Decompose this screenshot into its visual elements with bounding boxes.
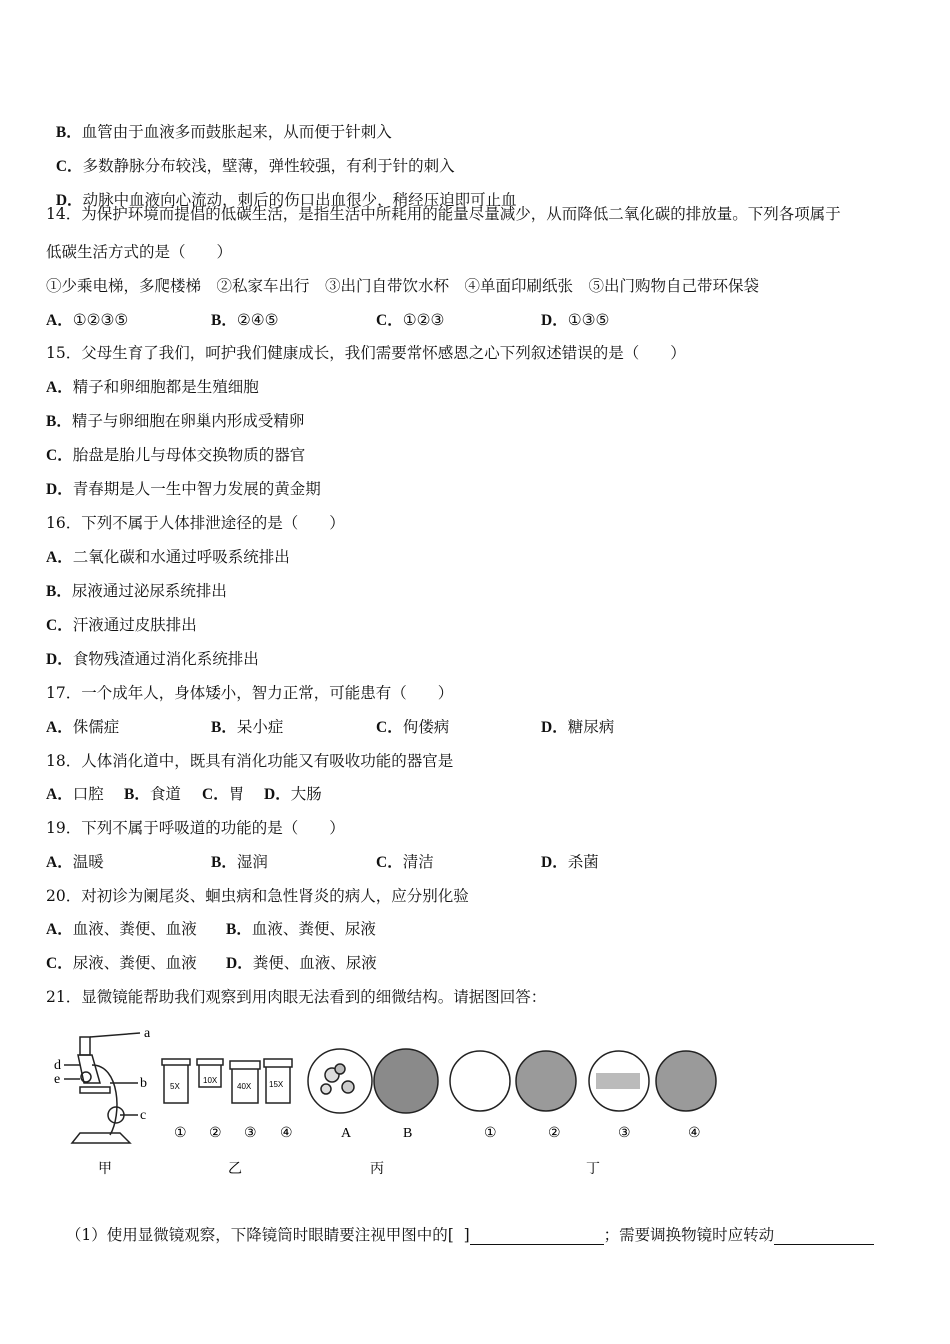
- option-label: A．: [46, 854, 73, 871]
- q19-option-d: [541, 852, 599, 873]
- lens-1-cap: [162, 1059, 190, 1065]
- q21-sub1-part2: ；需要调换物镜时应转动: [603, 1226, 775, 1244]
- lens-2-cap: [197, 1059, 223, 1065]
- option-text: 血液、粪便、血液: [72, 920, 197, 938]
- lens-mark-4: 15X: [269, 1080, 284, 1089]
- arm-shape: [92, 1065, 117, 1135]
- q21-sub1-part1: （1）使用显微镜观察，下降镜筒时眼睛要注视甲图中的[ ]: [65, 1226, 470, 1244]
- q16-option-b: [46, 581, 227, 602]
- lens-3-cap: [230, 1061, 260, 1069]
- q17-stem: 17．一个成年人，身体矮小，智力正常，可能患有（ ）: [46, 684, 454, 702]
- ding-view-2: [516, 1051, 576, 1111]
- option-label: D．: [541, 312, 568, 329]
- caption-jia: 甲: [98, 1161, 112, 1177]
- label-d: d: [54, 1058, 61, 1073]
- q19-option-c: [376, 852, 434, 873]
- option-text: ①③⑤: [567, 311, 610, 329]
- bing-label-b: B: [403, 1126, 413, 1141]
- answer-blank-1[interactable]: [470, 1228, 604, 1245]
- option-text: 侏儒症: [72, 718, 120, 736]
- option-label: C．: [46, 617, 73, 634]
- q15-option-a: [46, 377, 259, 398]
- option-label: C．: [376, 854, 403, 871]
- q15-option-b: [46, 411, 304, 432]
- leader-a: [90, 1033, 140, 1037]
- lens-mark-1: 5X: [170, 1082, 180, 1091]
- q18-stem: 18．人体消化道中，既具有消化功能又有吸收功能的器官是: [46, 752, 454, 770]
- q16-option-a: [46, 547, 290, 568]
- option-label: A．: [46, 786, 73, 803]
- q16-stem: 16．下列不属于人体排泄途径的是（ ）: [46, 514, 345, 532]
- option-text: 动脉中血液向心流动，刺后的伤口出血很少，稍经压迫即可止血: [82, 191, 517, 209]
- cell-blob: [321, 1084, 331, 1094]
- q14-option-d: [541, 310, 609, 331]
- label-c: c: [140, 1108, 147, 1123]
- option-label: B．: [46, 413, 72, 430]
- option-text: 清洁: [402, 853, 434, 871]
- q19-option-a: [46, 852, 104, 873]
- option-text: 大肠: [290, 785, 322, 803]
- option-text: 血管由于血液多而鼓胀起来，从而便于针刺入: [81, 123, 392, 141]
- q18-option-c: [202, 784, 244, 805]
- q20-options-row1: [46, 919, 906, 939]
- yi-num-2: ②: [209, 1126, 222, 1141]
- option-text: ①②③⑤: [72, 311, 129, 329]
- option-label: B．: [124, 786, 150, 803]
- option-label: D．: [55, 192, 83, 209]
- option-label: A．: [46, 921, 73, 938]
- ding-view-3-sample: [596, 1073, 640, 1089]
- q20-option-a: [46, 919, 197, 940]
- q20-option-d: [226, 953, 377, 974]
- option-label: D．: [541, 719, 568, 736]
- lens-4-cap: [264, 1059, 292, 1067]
- q19-option-b: [211, 852, 268, 873]
- option-label: B．: [211, 854, 237, 871]
- option-label: C．: [376, 719, 403, 736]
- q21-stem: 21．显微镜能帮助我们观察到用肉眼无法看到的细微结构。请据图回答：: [46, 988, 547, 1006]
- option-text: 尿液、粪便、血液: [72, 954, 197, 972]
- q18-options: [46, 784, 906, 804]
- option-label: D．: [226, 955, 253, 972]
- eyepiece-shape: [80, 1037, 90, 1055]
- option-label: D．: [541, 854, 568, 871]
- option-text: 精子和卵细胞都是生殖细胞: [72, 378, 259, 396]
- view-a-circle: [308, 1049, 372, 1113]
- q15-option-d: [46, 479, 321, 500]
- option-text: 粪便、血液、尿液: [252, 954, 377, 972]
- option-text: 胃: [228, 785, 245, 803]
- option-label: A．: [46, 549, 73, 566]
- q17-options: [46, 717, 906, 737]
- cell-blob: [342, 1081, 354, 1093]
- option-text: 多数静脉分布较浅，壁薄，弹性较强，有利于针的刺入: [82, 157, 455, 175]
- option-text: ①②③: [402, 311, 445, 329]
- q14-option-a: [46, 310, 128, 331]
- yi-num-4: ④: [280, 1126, 293, 1141]
- option-label: C．: [55, 158, 83, 175]
- option-text: 佝偻病: [402, 718, 450, 736]
- option-text: 汗液通过皮肤排出: [72, 616, 197, 634]
- lens-mark-2: 10X: [203, 1076, 218, 1085]
- label-b: b: [140, 1076, 147, 1091]
- q15-option-c: [46, 445, 305, 466]
- option-label: D．: [46, 651, 73, 668]
- yi-num-3: ③: [244, 1126, 257, 1141]
- q20-option-c: [46, 953, 197, 974]
- option-text: 胎盘是胎儿与母体交换物质的器官: [72, 446, 306, 464]
- label-e: e: [54, 1072, 61, 1087]
- q14-stem-line1: 14．为保护环境而提倡的低碳生活，是指生活中所耗用的能量尽量减少，从而降低二氧化碳的排放量。下列各项属于: [46, 205, 841, 223]
- ding-num-4: ④: [688, 1126, 701, 1141]
- lens-mark-3: 40X: [237, 1082, 252, 1091]
- q17-option-b: [211, 717, 283, 738]
- stage-shape: [80, 1087, 110, 1093]
- option-label: B．: [211, 719, 237, 736]
- q14-option-c: [376, 310, 444, 331]
- q18-option-b: [124, 784, 181, 805]
- ding-num-2: ②: [548, 1126, 561, 1141]
- option-text: 糖尿病: [567, 718, 615, 736]
- option-label: C．: [202, 786, 229, 803]
- option-label: B．: [55, 124, 82, 141]
- option-text: ②④⑤: [236, 311, 279, 329]
- option-text: 食道: [149, 785, 181, 803]
- q16-option-c: [46, 615, 197, 636]
- option-text: 青春期是人一生中智力发展的黄金期: [72, 480, 321, 498]
- ding-num-3: ③: [618, 1126, 631, 1141]
- option-text: 二氧化碳和水通过呼吸系统排出: [72, 548, 290, 566]
- option-label: B．: [46, 583, 72, 600]
- label-a: a: [144, 1026, 151, 1041]
- ding-num-1: ①: [484, 1126, 497, 1141]
- yi-num-1: ①: [174, 1126, 187, 1141]
- caption-yi: 乙: [228, 1161, 242, 1177]
- option-label: D．: [46, 481, 73, 498]
- bing-label-a: A: [341, 1126, 352, 1141]
- option-label: B．: [226, 921, 252, 938]
- option-label: A．: [46, 719, 73, 736]
- ding-view-4: [656, 1051, 716, 1111]
- option-text: 口腔: [72, 785, 104, 803]
- q19-stem: 19．下列不属于呼吸道的功能的是（ ）: [46, 819, 345, 837]
- microscope-figure: [50, 1025, 730, 1185]
- view-b-circle: [374, 1049, 438, 1113]
- q14-stem-line2: 低碳生活方式的是（ ）: [46, 243, 233, 261]
- q16-option-d: [46, 649, 259, 670]
- option-text: 血液、粪便、尿液: [251, 920, 376, 938]
- q14-option-b: [211, 310, 279, 331]
- q14-items: ①少乘电梯，多爬楼梯 ②私家车出行 ③出门自带饮水杯 ④单面印刷纸张 ⑤出门购物自己带环保袋: [46, 277, 760, 295]
- option-text: 杀菌: [567, 853, 599, 871]
- option-label: A．: [46, 379, 73, 396]
- ding-view-1: [450, 1051, 510, 1111]
- microscope-drawing: [64, 1033, 140, 1143]
- q14-options: [46, 310, 906, 330]
- option-label: C．: [376, 312, 403, 329]
- q20-stem: 20．对初诊为阑尾炎、蛔虫病和急性肾炎的病人，应分别化验: [46, 887, 469, 905]
- option-text: 食物残渣通过消化系统排出: [72, 650, 259, 668]
- q18-option-d: [264, 784, 322, 805]
- option-label: C．: [46, 447, 73, 464]
- option-text: 精子与卵细胞在卵巢内形成受精卵: [71, 412, 305, 430]
- option-text: 呆小症: [236, 718, 284, 736]
- caption-bing: 丙: [370, 1161, 384, 1177]
- q19-options: [46, 852, 906, 872]
- answer-blank-2[interactable]: [774, 1228, 874, 1245]
- option-text: 尿液通过泌尿系统排出: [71, 582, 227, 600]
- q21-sub1: [56, 1205, 874, 1245]
- q17-option-c: [376, 717, 449, 738]
- cell-blob: [335, 1064, 345, 1074]
- q20-options-row2: [46, 953, 906, 973]
- option-text: 湿润: [236, 853, 268, 871]
- q18-option-a: [46, 784, 104, 805]
- option-label: C．: [46, 955, 73, 972]
- option-label: A．: [46, 312, 73, 329]
- caption-ding: 丁: [586, 1161, 600, 1177]
- option-label: B．: [211, 312, 237, 329]
- option-text: 温暖: [72, 853, 104, 871]
- q17-option-a: [46, 717, 119, 738]
- option-label: D．: [264, 786, 291, 803]
- base-shape: [72, 1133, 130, 1143]
- q20-option-b: [226, 919, 376, 940]
- q17-option-d: [541, 717, 614, 738]
- q15-stem: 15．父母生育了我们，呵护我们健康成长，我们需要常怀感恩之心下列叙述错误的是（ ）: [46, 344, 686, 362]
